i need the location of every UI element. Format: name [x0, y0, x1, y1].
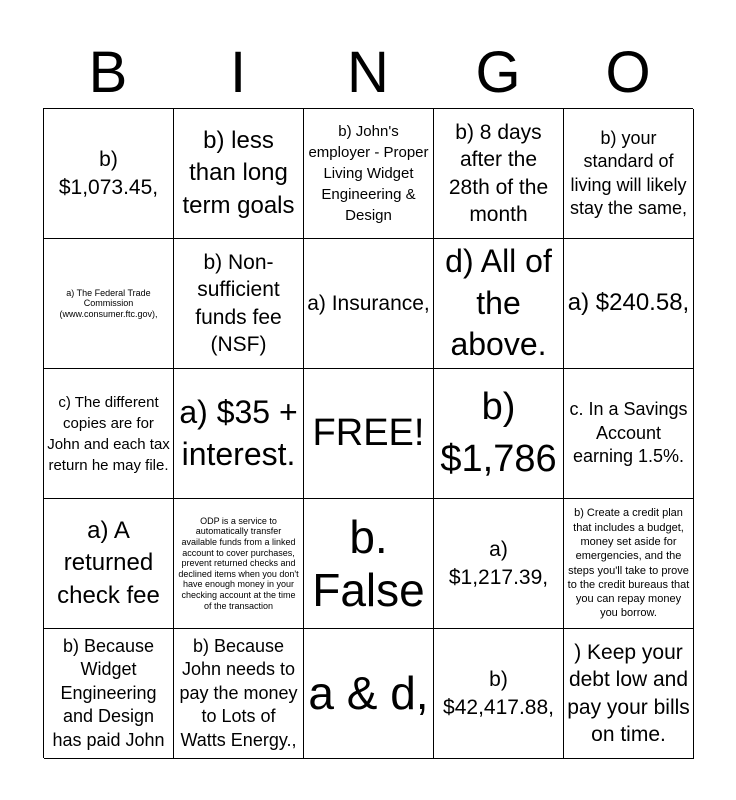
bingo-cell-r3c2[interactable]	[174, 369, 304, 499]
header-letter-g: G	[475, 40, 521, 105]
cell-text: ) Keep your debt low and pay your bills on time.	[567, 640, 690, 746]
bingo-cell-r4c5[interactable]	[564, 499, 694, 629]
cell-text: b) your standard of living will likely stay the same,	[569, 127, 688, 218]
cell-text: b) Because Widget Engineering and Design has paid John	[52, 636, 165, 750]
cell-text: c. In a Savings Account earning 1.5%.	[569, 399, 688, 467]
bingo-cell-r1c3[interactable]	[304, 109, 434, 239]
header-letter-o: O	[605, 40, 651, 105]
bingo-cell-r1c1[interactable]	[44, 109, 174, 239]
cell-text: b) John's employer - Proper Living Widget Engineering & Design	[308, 123, 429, 224]
bingo-cell-r2c4[interactable]	[434, 239, 564, 369]
cell-text: a) $240.58,	[567, 289, 690, 317]
cell-text: a) A returned check fee	[57, 516, 160, 609]
cell-text: b) Create a credit plan that includes a budget, money set aside for emergencies, and the steps you'll take to prove to the credit bureaus that you can repay money you borrow.	[567, 507, 690, 620]
bingo-header	[43, 40, 693, 106]
bingo-cell-r2c1[interactable]	[44, 239, 174, 369]
cell-text: a) $1,217.39,	[448, 538, 549, 589]
bingo-cell-r2c5[interactable]	[564, 239, 694, 369]
bingo-cell-r2c2[interactable]	[174, 239, 304, 369]
cell-text: ODP is a service to automatically transfer available funds from a linked account to cover purchases, prevent returned checks and declined items when you don't have enough money in your checking account at the time of the transaction	[178, 515, 299, 611]
cell-text: a) $35 + interest.	[179, 393, 298, 472]
bingo-cell-r4c3[interactable]	[304, 499, 434, 629]
cell-text: b) 8 days after the 28th of the month	[448, 120, 549, 226]
bingo-cell-r4c4[interactable]	[434, 499, 564, 629]
bingo-cell-r3c1[interactable]	[44, 369, 174, 499]
cell-text: b) Because John needs to pay the money to Lots of Watts Energy.,	[179, 636, 298, 750]
cell-text: a) The Federal Trade Commission (www.consumer.ftc.gov),	[59, 287, 158, 319]
cell-text: b) less than long term goals	[182, 126, 295, 219]
cell-text: b. False	[312, 510, 425, 616]
bingo-cell-r1c4[interactable]	[434, 109, 564, 239]
bingo-cell-r5c3[interactable]	[304, 629, 434, 759]
bingo-cell-r4c2[interactable]	[174, 499, 304, 629]
header-letter-i: I	[229, 40, 247, 105]
header-letter-n: N	[347, 40, 389, 105]
cell-text: b) Non-sufficient funds fee (NSF)	[195, 250, 282, 356]
bingo-cell-r5c5[interactable]	[564, 629, 694, 759]
cell-text: b) $42,417.88,	[443, 668, 554, 719]
bingo-cell-r1c5[interactable]	[564, 109, 694, 239]
bingo-cell-r5c4[interactable]	[434, 629, 564, 759]
cell-text: FREE!	[312, 411, 425, 454]
cell-text: c) The different copies are for John and each tax return he may file.	[47, 393, 170, 474]
cell-text: a) Insurance,	[307, 291, 430, 315]
header-letter-b: B	[88, 40, 128, 105]
bingo-cell-r3c5[interactable]	[564, 369, 694, 499]
free-space[interactable]	[304, 369, 434, 499]
bingo-cell-r2c3[interactable]	[304, 239, 434, 369]
bingo-cell-r1c2[interactable]	[174, 109, 304, 239]
cell-text: b) $1,073.45,	[58, 148, 159, 199]
bingo-cell-r5c2[interactable]	[174, 629, 304, 759]
bingo-cell-r5c1[interactable]	[44, 629, 174, 759]
cell-text: d) All of the above.	[445, 243, 552, 363]
bingo-cell-r3c4[interactable]	[434, 369, 564, 499]
cell-text: b) $1,786	[440, 386, 557, 480]
cell-text: a & d,	[308, 667, 429, 720]
bingo-board	[43, 108, 693, 758]
bingo-cell-r4c1[interactable]	[44, 499, 174, 629]
